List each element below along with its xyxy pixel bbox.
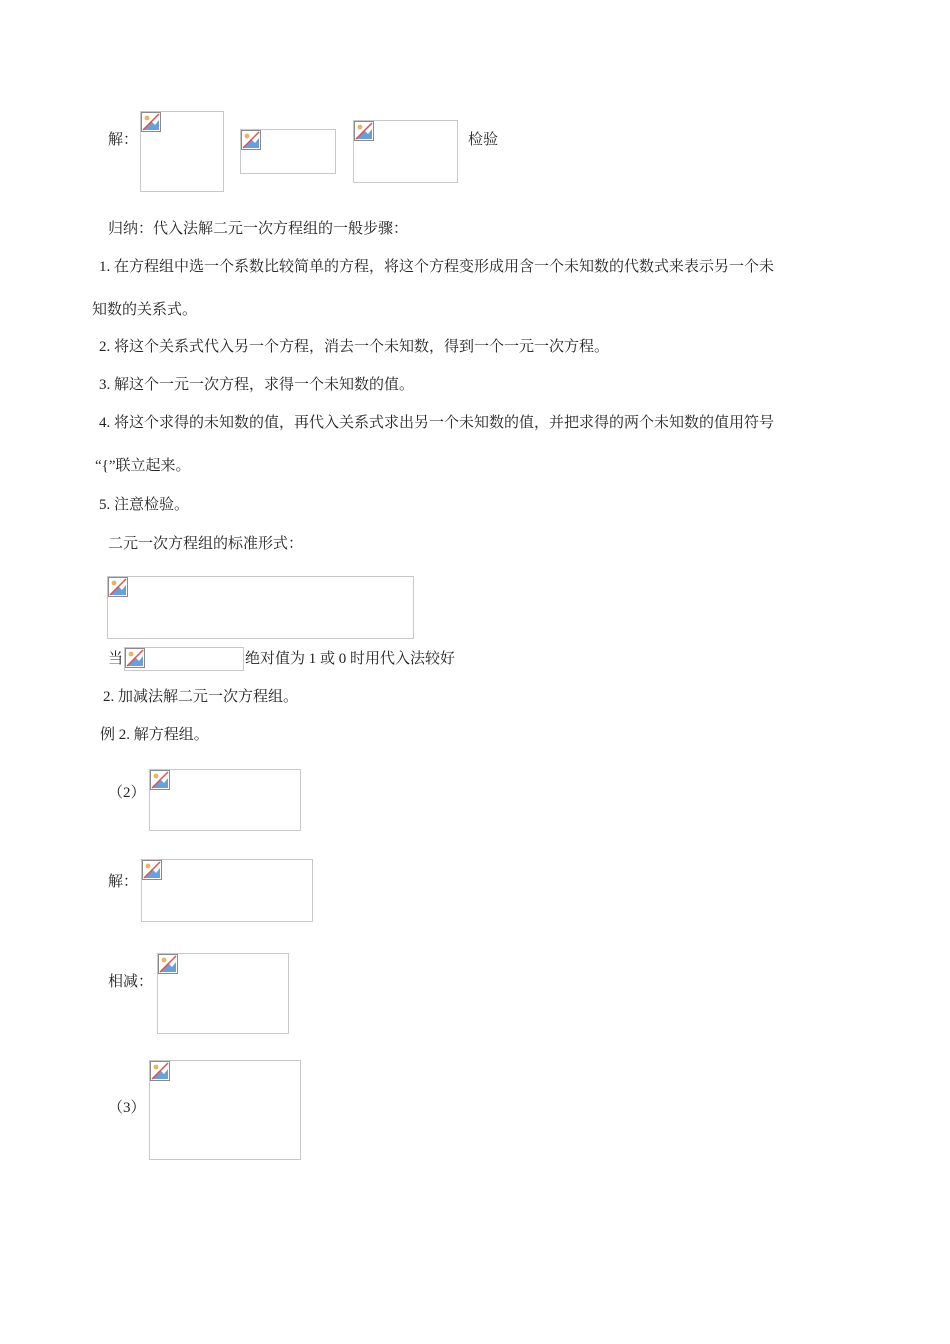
subtract-image (157, 953, 289, 1034)
example-2-label: 例 2. 解方程组。 (100, 727, 209, 743)
step-1-line-2: 知数的关系式。 (92, 302, 198, 318)
broken-image-icon (150, 770, 170, 790)
coefficient-image (124, 647, 244, 671)
condition-suffix: 绝对值为 1 或 0 时用代入法较好 (245, 651, 456, 667)
summary-heading: 归纳：代入法解二元一次方程组的一般步骤： (108, 221, 409, 237)
solution-label: 解： (108, 132, 139, 148)
section-2-title: 2. 加减法解二元一次方程组。 (103, 689, 299, 705)
standard-form-image (107, 576, 414, 639)
step-4-line-1: 4. 将这个求得的未知数的值，再代入关系式求出另一个未知数的值，并把求得的两个未知数的值用符号 (99, 415, 775, 431)
step-4-line-2: “{”联立起来。 (95, 458, 191, 474)
solution-2-image (141, 859, 313, 922)
broken-image-icon (108, 577, 128, 597)
broken-image-icon (142, 860, 162, 880)
step-2: 2. 将这个关系式代入另一个方程，消去一个未知数，得到一个一元一次方程。 (99, 339, 610, 355)
equation-image-2 (240, 129, 336, 174)
broken-image-icon (241, 130, 261, 150)
part-2-label: （2） (108, 785, 146, 801)
broken-image-icon (141, 112, 161, 132)
broken-image-icon (354, 121, 374, 141)
equation-image-3 (353, 120, 458, 183)
check-label: 检验 (468, 132, 499, 148)
subtract-label: 相减： (108, 974, 154, 990)
equation-image-1 (140, 111, 224, 192)
broken-image-icon (158, 954, 178, 974)
part-3-equation-image (149, 1060, 301, 1160)
part-3-label: （3） (108, 1100, 146, 1116)
broken-image-icon (125, 648, 145, 668)
condition-prefix: 当 (108, 651, 124, 667)
step-3: 3. 解这个一元一次方程，求得一个未知数的值。 (99, 377, 415, 393)
standard-form-label: 二元一次方程组的标准形式： (108, 536, 304, 552)
solution-2-label: 解： (108, 874, 139, 890)
step-5: 5. 注意检验。 (99, 497, 190, 513)
broken-image-icon (150, 1061, 170, 1081)
part-2-equation-image (149, 769, 301, 831)
step-1-line-1: 1. 在方程组中选一个系数比较简单的方程，将这个方程变形成用含一个未知数的代数式来表示另一个未 (99, 259, 775, 275)
